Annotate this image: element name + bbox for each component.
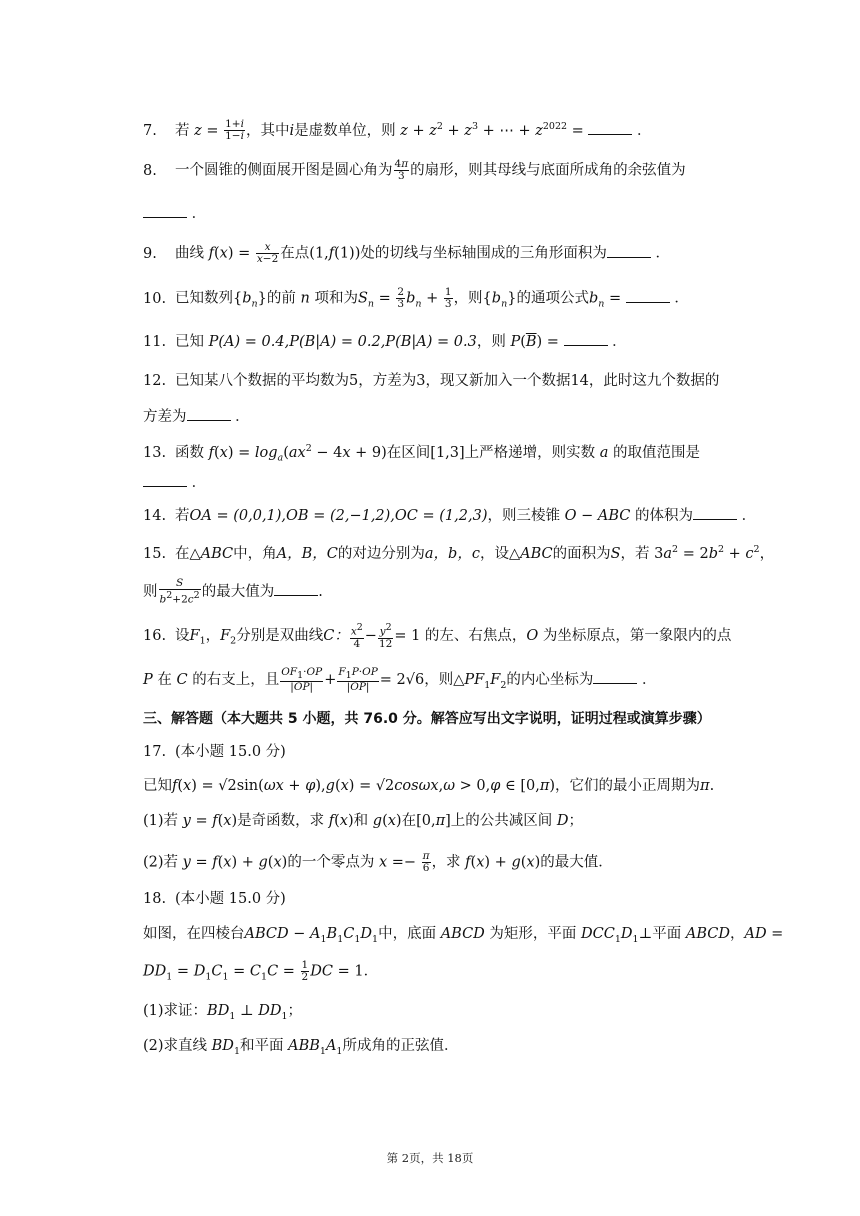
question-16-cont: P 在 C 的右支上，且 $\frac{OF_1\cdot OP}{|OP|}$ + $\frac{F_1P\cdot OP}{|OP|}$ = 2√6，则$\triangle PF_1F_2$的内心坐标为 ． — [143, 666, 657, 694]
question-18-line4: (2)求直线 $BD_1$和平面 $ABB_1A_1$所成角的正弦值． — [143, 1038, 459, 1057]
question-12-cont: 方差为 ． — [143, 406, 764, 428]
answer-blank — [564, 331, 608, 346]
question-8-cont: ． — [143, 203, 764, 225]
question-17-line2: (1)若 y = f(x)是奇函数，求 f(x)和 g(x)在[0,π]上的公共减区间 D； — [143, 813, 584, 829]
answer-blank — [143, 203, 187, 218]
fraction: $\frac{OF_1\cdot OP}{|OP|}$ — [281, 666, 323, 694]
fraction: $\frac{x^2}{4}$ — [350, 622, 363, 650]
question-17-header: 17. (本小题 15.0 分) — [143, 744, 286, 760]
question-14: 14. 若OA = (0,0,1),OB = (2,−1,2),OC = (1,2,3)，则三棱锥 O − ABC 的体积为 ． — [143, 505, 764, 527]
fraction: $\frac{1}{3}$ — [444, 286, 452, 310]
answer-blank — [187, 406, 231, 421]
question-15-cont: 则 $\frac{S}{b^2+2c^2}$ 的最大值为 . — [143, 577, 323, 606]
question-13-cont: ． — [143, 472, 764, 494]
question-16: 16. 设$F_1$，$F_2$分别是双曲线C： $\frac{x^2}{4}$ − $\frac{y^2}{12}$ = 1 的左、右焦点，O 为坐标原点，第一象限内的点 — [143, 622, 732, 650]
question-13: 13. 函数 $f(x) = \log_a(ax^2 - 4x + 9)$在区间[1,3]上严格递增，则实数 a 的取值范围是 — [143, 443, 701, 464]
fraction: $\frac{S}{b^2+2c^2}$ — [159, 577, 200, 606]
question-18-line1: 如图，在四棱台ABCD − $A_1B_1C_1D_1$中，底面 ABCD 为矩形，平面 $DCC_1D_1\perp$平面 ABCD，AD = — [143, 926, 784, 945]
question-10: 10. 已知数列$\{b_n\}$的前 n 项和为$S_n$ = $\frac{2}{3}$ $b_n$ + $\frac{1}{3}$ ，则$\{b_n\}$的通项公式$b_n$ = ． — [143, 286, 689, 310]
fraction: $\frac{x}{x-2}$ — [256, 241, 279, 265]
answer-blank — [693, 505, 737, 520]
fraction: $\frac{4\pi}{3}$ — [394, 158, 409, 182]
fraction: $\frac{2}{3}$ — [397, 286, 405, 310]
fraction: $\frac{\pi}{6}$ — [422, 850, 430, 874]
answer-blank — [607, 243, 651, 258]
answer-blank — [274, 581, 318, 596]
question-17-line1: 已知f(x) = √2sin(ωx + φ),g(x) = √2cosωx,ω > 0,φ ∈ [0,π)，它们的最小正周期为π. — [143, 778, 715, 794]
fraction: $\frac{y^2}{12}$ — [378, 622, 393, 650]
question-7: 7. 若 z = $\frac{1+i}{1-i}$ ，其中i是虚数单位，则 $z + z^2 + z^3$ + ⋯ + $z^{2022}$ = ． — [143, 118, 652, 143]
fraction: $\frac{1}{2}$ — [301, 959, 309, 983]
question-11: 11. 已知 P(A) = 0.4,P(B|A) = 0.2,P(B|A) = 0.3，则 $P(\overline{B})$ = ． — [143, 331, 764, 353]
page-footer: 第 2页，共 18页 — [386, 1151, 474, 1165]
question-18-line3: (1)求证：$BD_1$ ⊥ $DD_1$； — [143, 1003, 303, 1022]
question-18-line2: $DD_1 = D_1C_1 = C_1C$ = $\frac{1}{2}$ DC = 1． — [143, 959, 379, 983]
question-12: 12. 已知某八个数据的平均数为5，方差为3，现又新加入一个数据14，此时这九个数据的 — [143, 373, 720, 389]
question-17-line3: (2)若 y = f(x) + g(x)的一个零点为 x =− $\frac{\pi}{6}$ ，求 f(x) + g(x)的最大值． — [143, 850, 613, 874]
answer-blank — [626, 288, 670, 303]
answer-blank — [593, 669, 637, 684]
fraction: $\frac{1+i}{1-i}$ — [225, 118, 244, 143]
answer-blank — [143, 472, 187, 487]
question-18-header: 18. (本小题 15.0 分) — [143, 891, 286, 907]
section-heading: 三、解答题（本大题共 5 小题，共 76.0 分。解答应写出文字说明，证明过程或演算步骤） — [143, 711, 711, 727]
fraction: $\frac{F_1P\cdot OP}{|OP|}$ — [338, 666, 378, 694]
question-9: 9. 曲线 f(x) = $\frac{x}{x-2}$ 在点(1,f(1))处的切线与坐标轴围成的三角形面积为 ． — [143, 241, 670, 265]
question-8: 8. 一个圆锥的侧面展开图是圆心角为 $\frac{4\pi}{3}$ 的扇形，则其母线与底面所成角的余弦值为 — [143, 158, 686, 182]
question-15: 15. 在△ABC中，角A，B，C的对边分别为a，b，c，设△ABC的面积为S，若 $3a^2 = 2b^2 + c^2$， — [143, 544, 775, 562]
answer-blank — [588, 120, 632, 135]
